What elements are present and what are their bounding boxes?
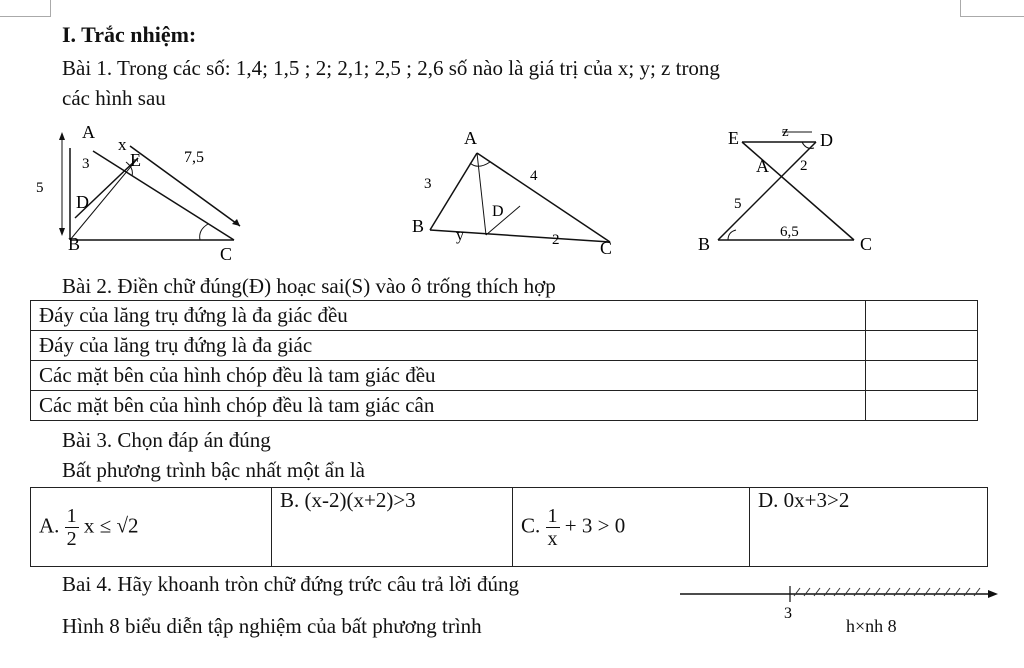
fig1-label-D: D xyxy=(76,192,89,212)
page-corner-left xyxy=(0,0,51,17)
option-d-label: D. xyxy=(758,488,779,512)
figure-2-labels xyxy=(412,128,612,258)
bai2-title: Bài 2. Điền chữ đúng(Đ) hoạc sai(S) vào ô trống thích hợp xyxy=(62,274,556,298)
option-d[interactable] xyxy=(750,488,988,567)
bai1-line1: Bài 1. Trong các số: 1,4; 1,5 ; 2; 2,1; 2,5 ; 2,6 số nào là giá trị của x; y; z trong xyxy=(62,56,720,80)
section-title: I. Trắc nhiệm: xyxy=(62,22,197,47)
option-d-text: 0x+3>2 xyxy=(783,488,850,512)
answer-cell[interactable] xyxy=(866,361,978,391)
fig1-label-x: x xyxy=(118,135,127,154)
bai1-line2: các hình sau xyxy=(62,86,166,110)
table-row xyxy=(31,331,978,361)
number-line-label-3: 3 xyxy=(784,605,792,622)
option-c-rest: + 3 > 0 xyxy=(564,512,626,537)
option-c-fraction: $\frac{1}{x}$ xyxy=(547,504,558,550)
table-row xyxy=(31,301,978,331)
fig3-label-z: z xyxy=(782,124,789,140)
bai3-options-table xyxy=(30,487,988,567)
option-c[interactable] xyxy=(513,488,750,567)
bai3-title: Bài 3. Chọn đáp án đúng xyxy=(62,428,271,452)
fig1-label-A: A xyxy=(82,122,95,142)
fig3-label-C: C xyxy=(860,234,873,254)
table-row xyxy=(31,488,988,567)
fig2-label-2: 2 xyxy=(552,232,560,248)
table-row xyxy=(31,391,978,421)
bai4-title: Bai 4. Hãy khoanh tròn chữ đứng trức câu trả lời đúng xyxy=(62,572,519,596)
fig1-label-3: 3 xyxy=(82,156,90,172)
bai2-statement: Đáy của lăng trụ đứng là đa giác đều xyxy=(31,301,866,331)
answer-cell[interactable] xyxy=(866,301,978,331)
bai2-statement: Các mặt bên của hình chóp đều là tam giác cân xyxy=(31,391,866,421)
option-b-label: B. xyxy=(280,488,300,512)
option-a[interactable] xyxy=(31,488,272,567)
option-a-fraction: $\frac{1}{2}$ xyxy=(66,504,77,550)
fig1-label-B: B xyxy=(68,234,81,254)
bai2-table xyxy=(30,300,978,421)
option-a-rest: x ≤ √2 xyxy=(83,512,139,537)
fig1-label-7-5: 7,5 xyxy=(184,149,204,166)
bai3-question: Bất phương trình bậc nhất một ẩn là xyxy=(62,458,366,482)
fig2-label-D: D xyxy=(492,203,504,220)
fig3-label-5: 5 xyxy=(734,196,742,212)
fig2-label-4: 4 xyxy=(530,168,538,184)
fig2-label-A: A xyxy=(464,128,477,148)
fig2-label-C: C xyxy=(600,238,613,258)
fig2-label-B: B xyxy=(412,216,425,236)
figure-1 xyxy=(30,118,290,268)
fig3-label-D: D xyxy=(820,130,833,150)
fig3-label-B: B xyxy=(698,234,711,254)
fig2-label-y: y xyxy=(456,227,464,244)
option-b-text: (x-2)(x+2)>3 xyxy=(304,488,416,512)
table-row xyxy=(31,361,978,391)
fig1-label-5: 5 xyxy=(36,180,44,196)
figure-2 xyxy=(400,120,640,270)
option-b[interactable] xyxy=(272,488,513,567)
option-c-label: C. xyxy=(521,512,541,537)
answer-cell[interactable] xyxy=(866,331,978,361)
fig3-label-6-5: 6,5 xyxy=(780,224,799,240)
fig3-label-E: E xyxy=(728,128,739,148)
figure-caption: h×nh 8 xyxy=(846,616,897,636)
page-corner-right xyxy=(960,0,1024,17)
bai2-statement: Các mặt bên của hình chóp đều là tam giác đều xyxy=(31,361,866,391)
figure-1-labels xyxy=(36,122,232,264)
answer-cell[interactable] xyxy=(866,391,978,421)
bai4-line2: Hình 8 biểu diễn tập nghiệm của bất phương trình xyxy=(62,614,482,638)
number-line-figure xyxy=(680,582,1010,622)
option-a-label: A. xyxy=(39,512,60,537)
fig3-label-A: A xyxy=(756,156,769,176)
fig1-label-E: E xyxy=(130,150,141,170)
bai2-statement: Đáy của lăng trụ đứng là đa giác xyxy=(31,331,866,361)
fig3-label-2: 2 xyxy=(800,158,808,174)
figure-3 xyxy=(690,118,890,268)
fig2-label-3: 3 xyxy=(424,176,432,192)
fig1-label-C: C xyxy=(220,244,233,264)
